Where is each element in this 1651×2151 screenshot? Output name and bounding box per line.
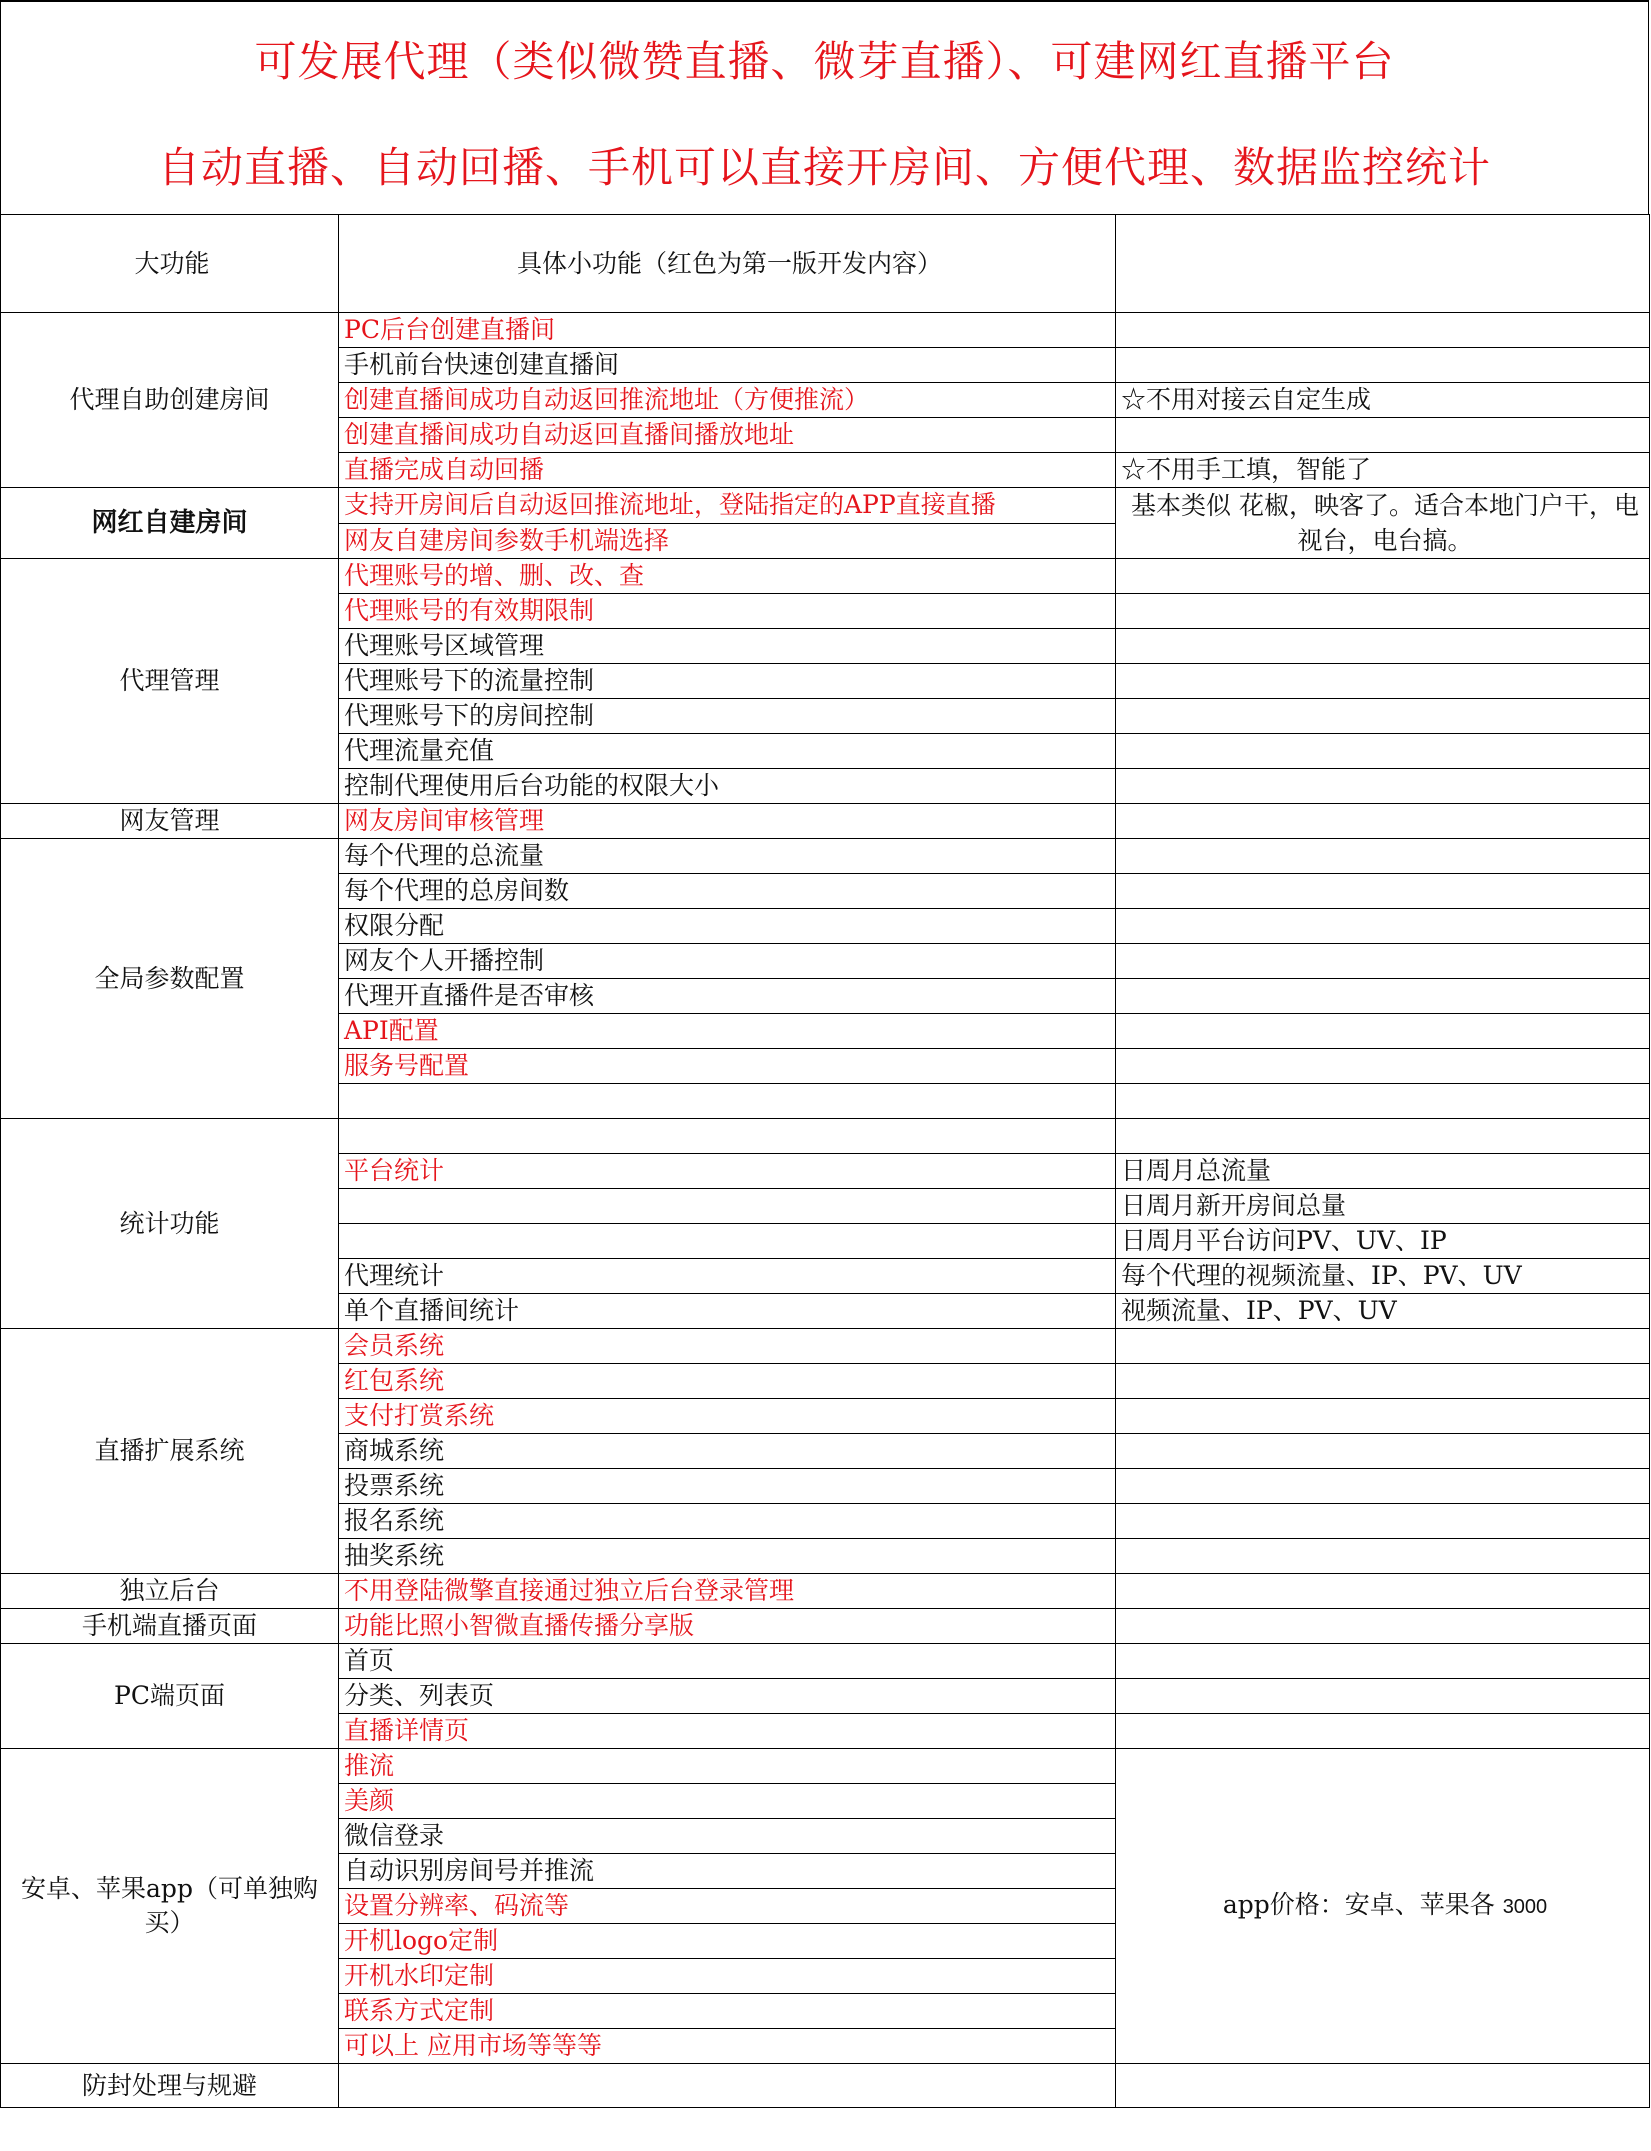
feature-cell: 红包系统 — [339, 1364, 1116, 1399]
feature-cell — [339, 2064, 1116, 2108]
category-cell: 统计功能 — [1, 1119, 339, 1329]
feature-cell: 平台统计 — [339, 1154, 1116, 1189]
note-cell — [1116, 1714, 1650, 1749]
feature-cell: 代理账号的增、删、改、查 — [339, 559, 1116, 594]
note-cell — [1116, 804, 1650, 839]
feature-cell: 网友房间审核管理 — [339, 804, 1116, 839]
note-cell — [1116, 1014, 1650, 1049]
note-cell — [1116, 594, 1650, 629]
feature-cell: 代理流量充值 — [339, 734, 1116, 769]
feature-cell — [339, 1084, 1116, 1119]
feature-cell: 商城系统 — [339, 1434, 1116, 1469]
category-cell: 防封处理与规避 — [1, 2064, 339, 2108]
note-cell — [1116, 1679, 1650, 1714]
note-cell — [1116, 1119, 1650, 1154]
table-row — [1, 1574, 1650, 1609]
feature-cell: 单个直播间统计 — [339, 1294, 1116, 1329]
table-row — [1, 1329, 1650, 1364]
note-cell — [1116, 1504, 1650, 1539]
note-cell: 日周月总流量 — [1116, 1154, 1650, 1189]
category-cell: 直播扩展系统 — [1, 1329, 339, 1574]
feature-cell: 每个代理的总流量 — [339, 839, 1116, 874]
table-row — [1, 1644, 1650, 1679]
feature-cell: 代理账号的有效期限制 — [339, 594, 1116, 629]
note-cell — [1116, 979, 1650, 1014]
note-cell — [1116, 944, 1650, 979]
table-row — [1, 804, 1650, 839]
header-note — [1116, 215, 1650, 313]
feature-cell: 权限分配 — [339, 909, 1116, 944]
note-cell — [1116, 1084, 1650, 1119]
note-cell — [1116, 348, 1650, 383]
feature-cell: 投票系统 — [339, 1469, 1116, 1504]
feature-cell: 代理账号区域管理 — [339, 629, 1116, 664]
feature-cell: 手机前台快速创建直播间 — [339, 348, 1116, 383]
feature-cell: 微信登录 — [339, 1819, 1116, 1854]
feature-cell: 开机水印定制 — [339, 1959, 1116, 1994]
note-cell — [1116, 664, 1650, 699]
note-cell — [1116, 1364, 1650, 1399]
note-cell: 日周月新开房间总量 — [1116, 1189, 1650, 1224]
note-cell — [1116, 909, 1650, 944]
feature-cell: 创建直播间成功自动返回推流地址（方便推流） — [339, 383, 1116, 418]
banner-title: 可发展代理（类似微赞直播、微芽直播）、可建网红直播平台 — [0, 0, 1649, 117]
app-price-label: app价格：安卓、苹果各 — [1222, 1890, 1495, 1919]
note-cell — [1116, 699, 1650, 734]
note-cell — [1116, 769, 1650, 804]
feature-cell: 首页 — [339, 1644, 1116, 1679]
note-cell — [1116, 1574, 1650, 1609]
feature-cell: 代理账号下的房间控制 — [339, 699, 1116, 734]
note-cell — [1116, 1539, 1650, 1574]
feature-cell: 不用登陆微擎直接通过独立后台登录管理 — [339, 1574, 1116, 1609]
feature-cell: 可以上 应用市场等等等 — [339, 2029, 1116, 2064]
feature-cell: 设置分辨率、码流等 — [339, 1889, 1116, 1924]
feature-cell: 直播详情页 — [339, 1714, 1116, 1749]
feature-cell: 联系方式定制 — [339, 1994, 1116, 2029]
feature-cell: 每个代理的总房间数 — [339, 874, 1116, 909]
note-cell: 视频流量、IP、PV、UV — [1116, 1294, 1650, 1329]
note-cell — [1116, 418, 1650, 453]
note-cell — [1116, 1434, 1650, 1469]
header-feature: 具体小功能（红色为第一版开发内容） — [339, 215, 1116, 313]
category-cell: PC端页面 — [1, 1644, 339, 1749]
table-row — [1, 559, 1650, 594]
feature-cell: 功能比照小智微直播传播分享版 — [339, 1609, 1116, 1644]
note-cell: 日周月平台访问PV、UV、IP — [1116, 1224, 1650, 1259]
feature-cell: 代理开直播件是否审核 — [339, 979, 1116, 1014]
feature-cell: PC后台创建直播间 — [339, 313, 1116, 348]
category-cell: 独立后台 — [1, 1574, 339, 1609]
feature-cell: 网友自建房间参数手机端选择 — [339, 523, 1116, 559]
feature-cell — [339, 1224, 1116, 1259]
category-cell: 网红自建房间 — [1, 488, 339, 559]
note-cell: ☆不用手工填，智能了 — [1116, 453, 1650, 488]
header-category: 大功能 — [1, 215, 339, 313]
banner-subtitle: 自动直播、自动回播、手机可以直接开房间、方便代理、数据监控统计 — [0, 116, 1649, 215]
note-cell: ☆不用对接云自定生成 — [1116, 383, 1650, 418]
feature-cell: 支付打赏系统 — [339, 1399, 1116, 1434]
table-row — [1, 313, 1650, 348]
category-cell: 网友管理 — [1, 804, 339, 839]
table-row — [1, 488, 1650, 524]
note-cell — [1116, 313, 1650, 348]
note-cell: 每个代理的视频流量、IP、PV、UV — [1116, 1259, 1650, 1294]
feature-cell: 美颜 — [339, 1784, 1116, 1819]
category-cell: 全局参数配置 — [1, 839, 339, 1119]
feature-cell: 分类、列表页 — [339, 1679, 1116, 1714]
note-cell — [1116, 839, 1650, 874]
note-cell — [1116, 1399, 1650, 1434]
note-cell — [1116, 629, 1650, 664]
feature-cell — [339, 1189, 1116, 1224]
note-cell — [1116, 1049, 1650, 1084]
feature-cell: 报名系统 — [339, 1504, 1116, 1539]
feature-cell: 抽奖系统 — [339, 1539, 1116, 1574]
table-row — [1, 1609, 1650, 1644]
feature-cell — [339, 1119, 1116, 1154]
table-row — [1, 1749, 1650, 1784]
feature-cell: 直播完成自动回播 — [339, 453, 1116, 488]
feature-cell: 自动识别房间号并推流 — [339, 1854, 1116, 1889]
note-cell — [1116, 874, 1650, 909]
feature-cell: 推流 — [339, 1749, 1116, 1784]
category-cell: 代理自助创建房间 — [1, 313, 339, 488]
feature-table — [0, 214, 1650, 2108]
app-price-cell — [1116, 1749, 1650, 2064]
header-row — [1, 215, 1650, 313]
note-cell — [1116, 1644, 1650, 1679]
category-cell: 手机端直播页面 — [1, 1609, 339, 1644]
app-price-value: 3000 — [1502, 1896, 1548, 1918]
category-cell: 代理管理 — [1, 559, 339, 804]
note-cell — [1116, 2064, 1650, 2108]
feature-cell: 代理账号下的流量控制 — [339, 664, 1116, 699]
feature-cell: 支持开房间后自动返回推流地址，登陆指定的APP直接直播 — [339, 488, 1116, 524]
note-cell — [1116, 559, 1650, 594]
feature-cell: 服务号配置 — [339, 1049, 1116, 1084]
note-cell — [1116, 1469, 1650, 1504]
feature-cell: 开机logo定制 — [339, 1924, 1116, 1959]
table-row — [1, 1119, 1650, 1154]
feature-cell: 控制代理使用后台功能的权限大小 — [339, 769, 1116, 804]
note-cell: 基本类似 花椒，映客了。适合本地门户干，电视台，电台搞。 — [1116, 488, 1650, 559]
feature-cell: 创建直播间成功自动返回直播间播放地址 — [339, 418, 1116, 453]
feature-cell: 网友个人开播控制 — [339, 944, 1116, 979]
category-cell: 安卓、苹果app（可单独购买） — [1, 1749, 339, 2064]
note-cell — [1116, 734, 1650, 769]
feature-cell: API配置 — [339, 1014, 1116, 1049]
table-row — [1, 839, 1650, 874]
feature-cell: 会员系统 — [339, 1329, 1116, 1364]
note-cell — [1116, 1329, 1650, 1364]
feature-cell: 代理统计 — [339, 1259, 1116, 1294]
table-row — [1, 2064, 1650, 2108]
note-cell — [1116, 1609, 1650, 1644]
